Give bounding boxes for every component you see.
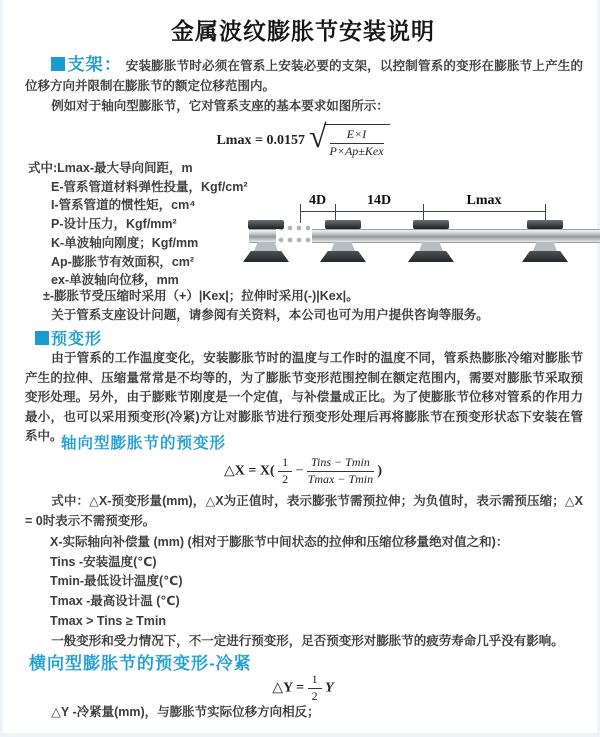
minus-sign: − — [295, 463, 304, 479]
delta-x-lhs: △X = X( — [223, 463, 275, 479]
tmin-line: Tmin-最低设计温度(℃) — [50, 574, 183, 589]
preform-note-line: 一般变形和受力情况下，不一定进行预变形，足否预变形对膨胀节的疲劳寿命几乎没有影响。 — [51, 633, 564, 648]
support-clamp — [413, 220, 449, 229]
delta-y-explain: △Y -冷紧量(mm)，与膨胀节实际位移方向相反； — [51, 705, 320, 719]
radical-sign: √ — [308, 118, 327, 154]
support-section-heading — [51, 55, 122, 74]
support-saddle — [533, 242, 557, 251]
dim-label-lmax: Lmax — [466, 193, 502, 208]
preform-paragraph: 由于管系的工作温度变化，安装膨胀节时的温度与工作时的温度不同，管系热膨胀冷缩对膨胀节产生的拉伸、压缩量常常是不均等的，为了膨胀节变形范围控制在额定范围内，需要对膨胀节采取预变形处理。另外，由于膨账节刚度是一个定值，与补偿量成正比。为了使膨胀节位移对管系的作用力最小，也可以采用预变形(冷紧)方让对膨胀节进行预变形处理后再将膨胀节在预变形状态下安装在管系中。 — [25, 351, 583, 443]
delta-y-denominator: 2 — [311, 688, 318, 703]
delta-y-rhs: Y — [325, 680, 334, 696]
temp-inequality-line: Tmax > Tins ≥ Tmin — [50, 613, 167, 628]
delta-y-lhs: △Y = — [272, 680, 305, 696]
dim-label-14d: 14D — [366, 193, 392, 208]
lmax-formula-lhs: Lmax = 0.0157 — [216, 133, 305, 148]
preform-section-label: 预变形 — [51, 331, 103, 348]
definition-item: P-设计压力，Kgf/mm² — [51, 217, 177, 232]
pipe-support — [408, 220, 454, 264]
lmax-formula-radical — [309, 120, 390, 159]
close-paren: ) — [377, 463, 382, 479]
temp-ratio-numerator: Tins − Tmin — [307, 456, 374, 472]
page-title: 金属波纹膨胀节安装说明 — [171, 18, 435, 44]
lateral-preform-heading: 横向型膨胀节的预变形-冷紧 — [29, 654, 252, 673]
delta-y-numerator: 1 — [308, 673, 322, 689]
half-denominator: 2 — [282, 471, 289, 486]
support-saddle — [419, 242, 443, 251]
definition-item: E-管系管道材料弹性投量，Kgf/cm² — [51, 179, 248, 194]
delta-x-formula — [3, 456, 600, 487]
support-saddle — [254, 242, 278, 251]
definition-item: ex-单波轴向位移，mm — [51, 273, 179, 288]
support-base — [243, 251, 289, 262]
support-base — [408, 251, 454, 262]
support-section-label: 支架： — [67, 55, 123, 74]
delta-y-formula — [3, 673, 600, 704]
dim-label-4d: 4D — [308, 193, 327, 208]
pipe-support — [522, 220, 568, 264]
support-base — [320, 251, 366, 262]
support-clamp — [527, 220, 563, 229]
lmax-formula-numerator: E×I — [330, 128, 384, 144]
support-spacing-diagram — [249, 193, 600, 293]
temp-ratio-denominator: Tmax − Tmin — [307, 471, 374, 486]
consult-note: 关于管系支座设计问题，请参阅有关资料，本公司也可为用户提供咨询等服务。 — [51, 308, 489, 322]
lmax-formula-denominator: P×Ap±Kex — [329, 143, 384, 158]
definition-item: Ap-膨胀节有效面积，cm² — [51, 254, 195, 269]
definition-item: K-单波轴向刚度；Kgf/mm — [51, 235, 199, 250]
lmax-formula — [3, 120, 600, 159]
plus-minus-note: ±-膨胀节受压缩时采用（+）|Kex|；拉伸时采用(-)|Kex|。 — [43, 289, 359, 303]
definition-intro: 式中:Lmax-最大导向间距，m — [28, 161, 193, 175]
tmax-line: Tmax -最高设计温 (℃) — [50, 594, 180, 609]
pipe-support — [243, 220, 289, 264]
pipe-support — [320, 220, 366, 264]
support-example-line: 例如对于轴向型膨胀节，它对管系支座的基本要求如图所示： — [51, 99, 389, 113]
half-numerator: 1 — [278, 456, 292, 472]
support-clamp — [325, 220, 361, 229]
support-base — [522, 251, 568, 262]
axial-preform-heading: 轴向型膨胀节的预变形 — [61, 435, 227, 452]
section-bullet-icon — [51, 57, 65, 71]
axial-definitions — [25, 533, 583, 651]
support-saddle — [331, 242, 355, 251]
definition-item: I-管系管道的惯性矩，cm⁴ — [51, 198, 196, 213]
support-clamp — [248, 220, 284, 229]
support-section-paragraph — [25, 55, 583, 96]
support-section-text: 安装膨胀节时必须在管系上安装必要的支架，以控制管系的变形在膨胀节上产生的位移方向并限制在膨胀节的额定位移范围内。 — [25, 59, 583, 93]
section-bullet-icon — [35, 331, 49, 345]
delta-x-explain: 式中：△X-预变形量(mm)，△X为正值时，表示膨张节需预拉伸；为负值时，表示需预压缩；△X = 0时表示不需预变形。 — [25, 494, 583, 528]
x-compensation-line: X-实际轴向补偿量 (mm) (相对于膨胀节中间状态的拉伸和压缩位移量绝对值之和)： — [50, 535, 509, 549]
tins-line: Tins -安装温度(℃) — [50, 554, 157, 569]
preform-section-heading — [35, 326, 102, 349]
